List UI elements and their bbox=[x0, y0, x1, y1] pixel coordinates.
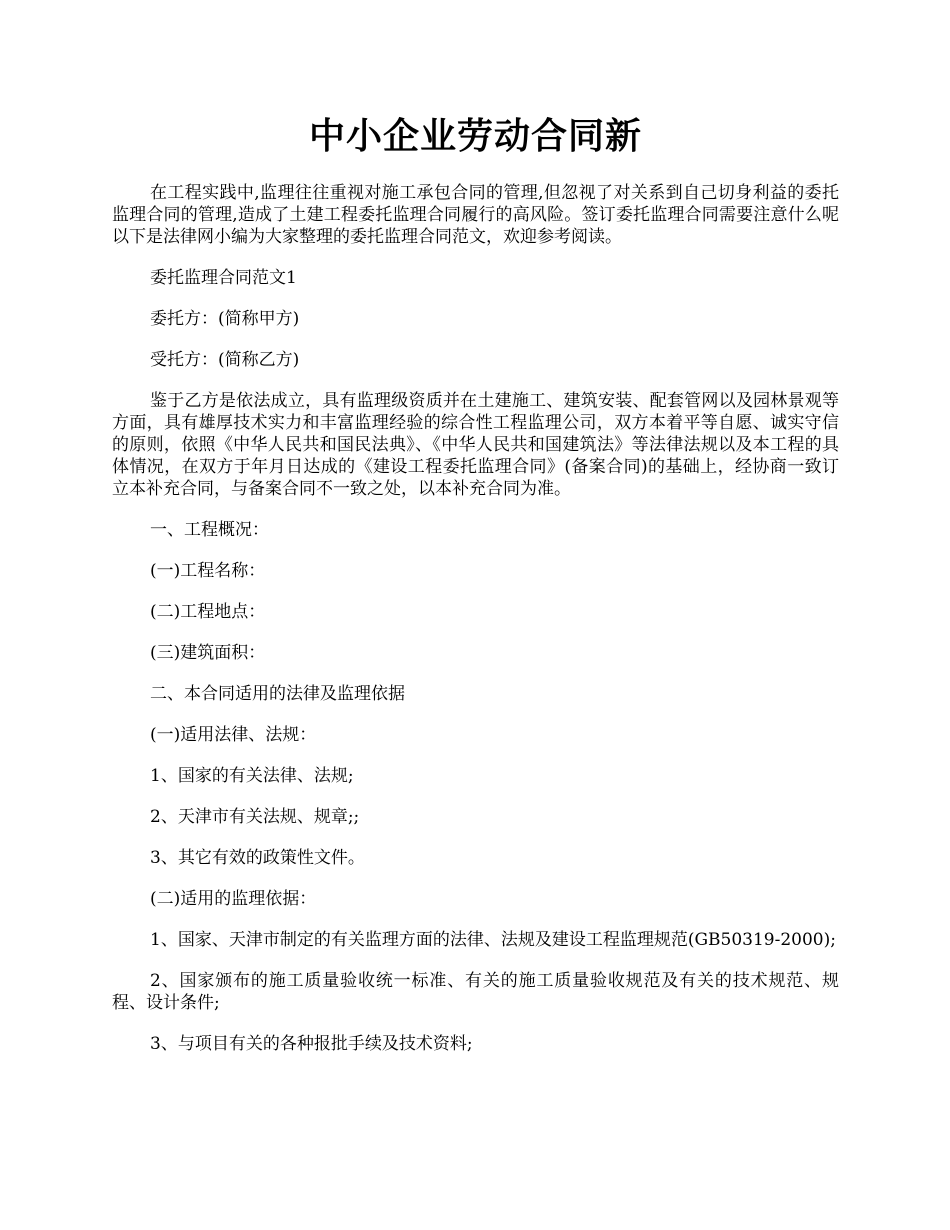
law-item-3: 3、其它有效的政策性文件。 bbox=[150, 848, 365, 868]
party-a-line: 委托方：(简称甲方) bbox=[150, 309, 300, 329]
supervision-basis-subheading: (二)适用的监理依据： bbox=[150, 889, 317, 909]
building-area-line: (三)建筑面积： bbox=[150, 643, 266, 663]
applicable-laws-subheading: (一)适用法律、法规： bbox=[150, 725, 317, 745]
section-heading-sample-1: 委托监理合同范文1 bbox=[150, 268, 297, 288]
intro-paragraph: 在工程实践中,监理往往重视对施工承包合同的管理,但忽视了对关系到自己切身利益的委托监理合同的管理,造成了土建工程委托监理合同履行的高风险。签订委托监理合同需要注意什么呢以下是法律网小编为大家整理的委托监理合同范文，欢迎参考阅读。 bbox=[112, 183, 839, 247]
heading-applicable-law: 二、本合同适用的法律及监理依据 bbox=[150, 684, 405, 704]
basis-item-1: 1、国家、天津市制定的有关监理方面的法律、法规及建设工程监理规范(GB50319-2000); bbox=[150, 930, 836, 950]
basis-item-2: 2、国家颁布的施工质量验收统一标准、有关的施工质量验收规范及有关的技术规范、规程、设计条件; bbox=[112, 971, 839, 1013]
document-page bbox=[112, 0, 839, 1055]
law-item-2: 2、天津市有关法规、规章;; bbox=[150, 807, 360, 827]
project-name-line: (一)工程名称： bbox=[150, 561, 266, 581]
heading-project-overview: 一、工程概况： bbox=[150, 520, 269, 540]
law-item-1: 1、国家的有关法律、法规; bbox=[150, 766, 354, 786]
basis-item-3: 3、与项目有关的各种报批手续及技术资料; bbox=[150, 1034, 473, 1054]
recital-paragraph: 鉴于乙方是依法成立，具有监理级资质并在土建施工、建筑安装、配套管网以及园林景观等方面，具有雄厚技术实力和丰富监理经验的综合性工程监理公司，双方本着平等自愿、诚实守信的原则，依照《中华人民共和国民法典》、《中华人民共和国建筑法》等法律法规以及本工程的具体情况，在双方于年月日达成的《建设工程委托监理合同》(备案合同)的基础上，经协商一致订立本补充合同，与备案合同不一致之处，以本补充合同为准。 bbox=[112, 391, 839, 499]
document-title: 中小企业劳动合同新 bbox=[308, 115, 642, 157]
project-location-line: (二)工程地点： bbox=[150, 602, 266, 622]
party-b-line: 受托方：(简称乙方) bbox=[150, 350, 300, 370]
